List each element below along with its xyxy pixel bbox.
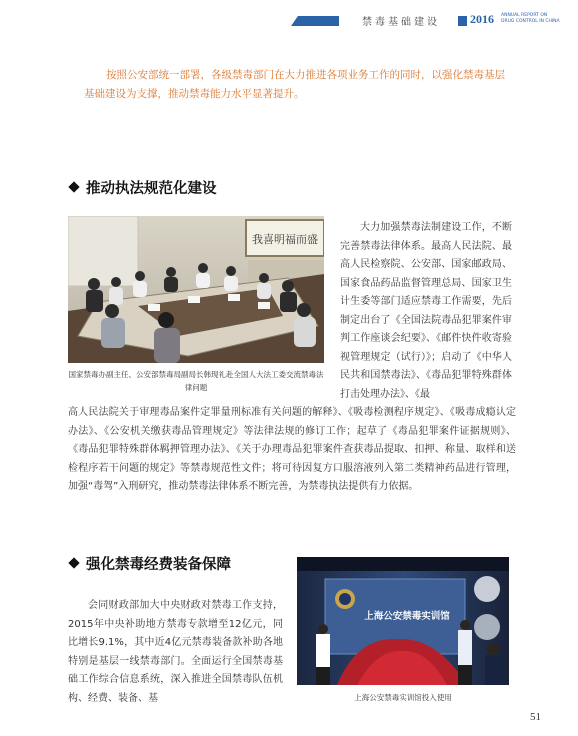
- diamond-bullet-icon: [68, 557, 79, 568]
- meeting-photo-caption: 国家禁毒办副主任、公安部禁毒局副局长韩现礼赴全国人大法工委交流禁毒法律问题: [68, 370, 324, 392]
- law-paragraph-right: 大力加强禁毒法制建设工作，不断完善禁毒法律体系。最高人民法院、最高人民检察院、公安部、国家邮政局、国家食品药品监督管理总局、国家卫生计生委等部门适应禁毒工作需要，先后制定出台了《全国法院毒品犯罪案件审判工作座谈会纪要》、《邮件快件收寄验视管理规定（试行）》；启动了《中华人民共和国禁毒法》、《毒品犯罪特殊群体打击处理办法》、《最: [340, 222, 512, 400]
- training-center-photo: [297, 557, 509, 685]
- intro-paragraph: 按照公安部统一部署，各级禁毒部门在大力推进各项业务工作的同时，以强化禁毒基层基础建设为支撑，推动禁毒能力水平显著提升。: [84, 69, 505, 100]
- section-heading-text: 推动执法规范化建设: [86, 181, 217, 197]
- header-stripe: [291, 16, 339, 26]
- training-center-drawing: [297, 557, 509, 685]
- wall-calligraphy: 我喜明福而盛: [252, 233, 318, 246]
- header-year-bar: [458, 16, 467, 26]
- header-year: 2016: [470, 12, 494, 26]
- header-stripe-notch: [291, 16, 298, 26]
- training-center-sign: 上海公安禁毒实训馆: [364, 611, 450, 622]
- header-report-title: ANNUAL REPORT ON DRUG CONTROL IN CHINA: [501, 13, 560, 24]
- meeting-photo: [68, 216, 324, 363]
- header-section-title: 禁毒基础建设: [362, 17, 440, 28]
- section-heading-text: 强化禁毒经费装备保障: [86, 557, 231, 573]
- diamond-bullet-icon: [68, 181, 79, 192]
- law-paragraph-full: 高人民法院关于审理毒品案件定罪量刑标准有关问题的解释》、《吸毒检测程序规定》、《吸毒成瘾认定办法》、《公安机关缴获毒品管理规定》等法律法规的修订工作；起草了《毒品犯罪案件证据规则》、《毒品犯罪特殊群体羁押管理办法》、《关于办理毒品犯罪案件查获毒品提取、扣押、称量、取样和送检程序若干问题的规定》等禁毒规范性文件；将可待因复方口服溶液列入第二类精神药品进行管理，加强“毒驾”入刑研究，推动禁毒法律体系不断完善，为禁毒执法提供有力依据。: [68, 407, 516, 492]
- meeting-photo-drawing: [68, 216, 324, 363]
- funding-paragraph: 会同财政部加大中央财政对禁毒工作支持，2015年中央补助地方禁毒专款增至12亿元，同比增长9.1%，其中近4亿元禁毒装备款补助各地特别是基层一线禁毒部门。全面运行全国禁毒基础工作综合信息系统，深入推进全国禁毒队伍机构、经费、装备、基: [68, 600, 283, 704]
- page-number: 51: [530, 711, 541, 723]
- section-heading-law-enforcement: [67, 177, 217, 198]
- training-center-caption: 上海公安禁毒实训馆投入使用: [354, 693, 452, 702]
- section-heading-funding: [67, 553, 231, 574]
